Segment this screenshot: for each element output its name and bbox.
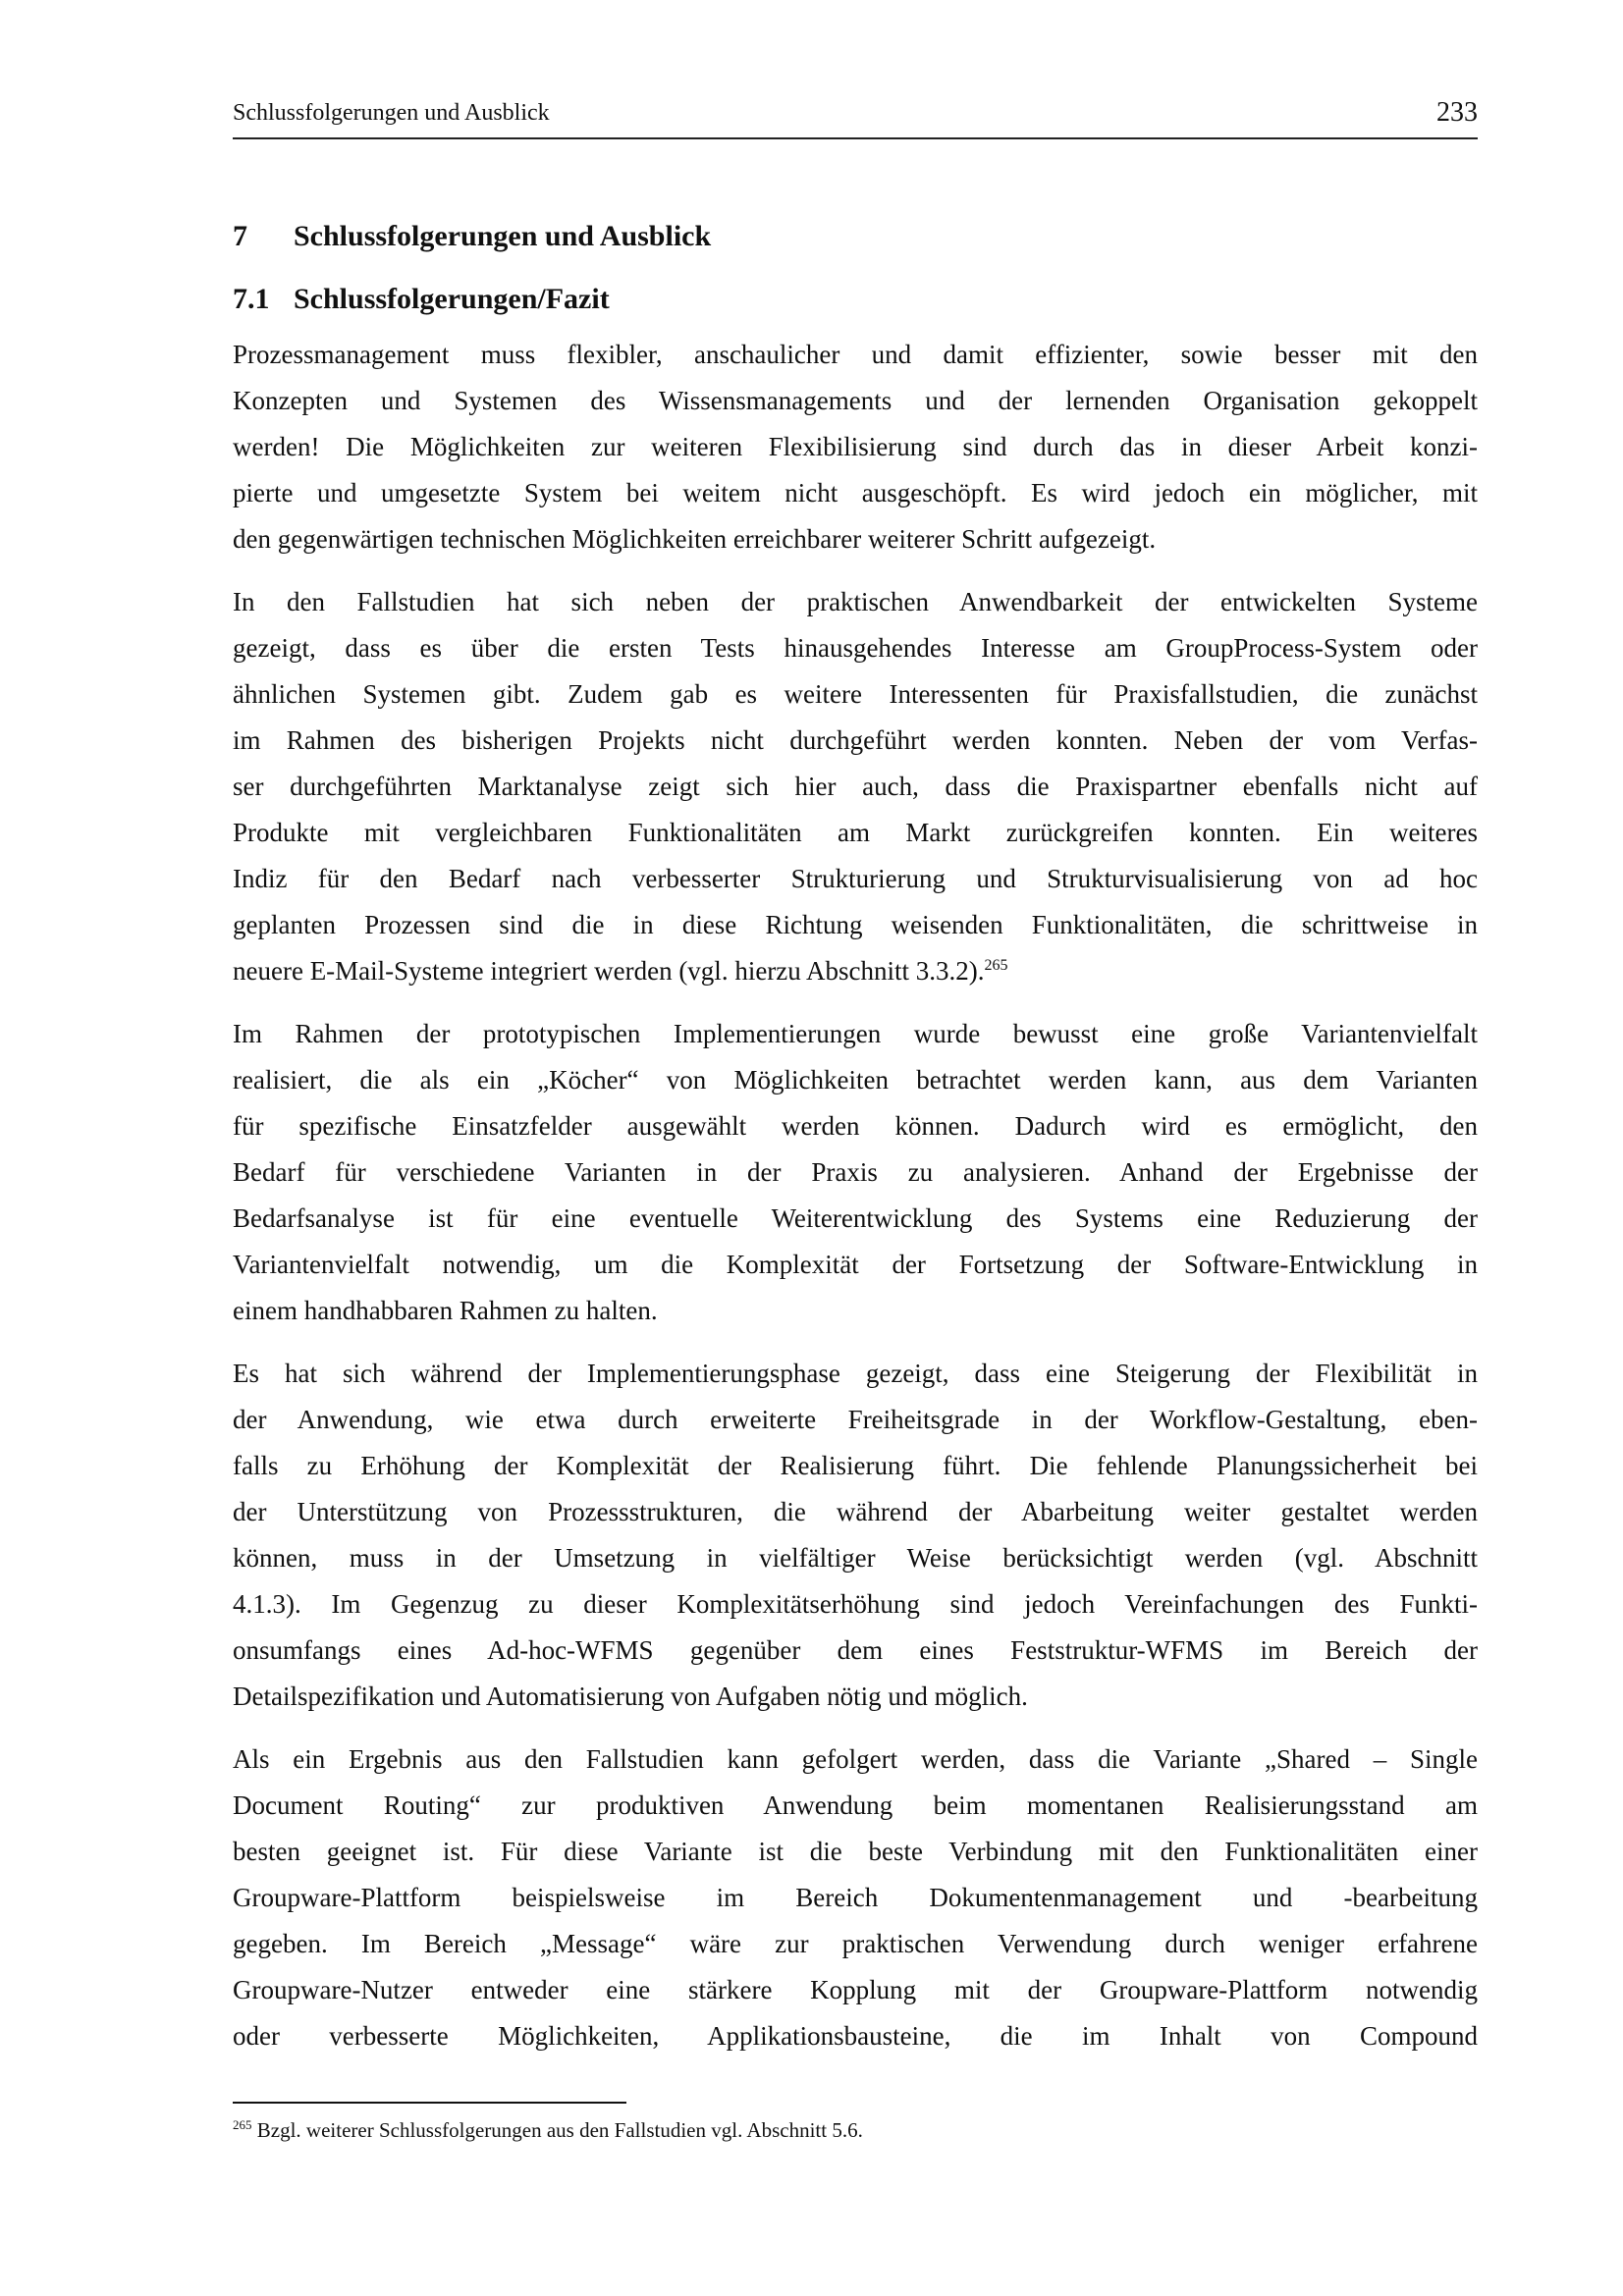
- line-text: Im Rahmen der prototypischen Implementierungen wurde bewusst eine große Variantenvielfalt: [233, 1019, 1478, 1048]
- text-line: [233, 1057, 1478, 1103]
- running-title: Schlussfolgerungen und Ausblick: [233, 100, 550, 126]
- line-text: den gegenwärtigen technischen Möglichkeiten erreichbarer weiterer Schritt aufgezeigt.: [233, 524, 1157, 554]
- text-line: [233, 1397, 1478, 1443]
- text-line: [233, 332, 1478, 378]
- text-line: [233, 1736, 1478, 1783]
- text-line: [233, 1535, 1478, 1581]
- line-text: neuere E-Mail-Systeme integriert werden (vgl. hierzu Abschnitt 3.3.2).: [233, 956, 985, 986]
- header-rule: [233, 137, 1478, 139]
- footnote: [233, 2118, 863, 2143]
- paragraph: [233, 1736, 1478, 2059]
- line-text: Indiz für den Bedarf nach verbesserter Strukturierung und Strukturvisualisierung von ad hoc: [233, 864, 1478, 893]
- line-text: können, muss in der Umsetzung in vielfältiger Weise berücksichtigt werden (vgl. Abschnitt: [233, 1543, 1478, 1573]
- line-text: onsumfangs eines Ad-hoc-WFMS gegenüber dem eines Feststruktur-WFMS im Bereich der: [233, 1635, 1478, 1665]
- paragraph: [233, 1011, 1478, 1334]
- line-text: gezeigt, dass es über die ersten Tests hinausgehendes Interesse am GroupProcess-System oder: [233, 633, 1478, 663]
- chapter-number: 7: [233, 220, 247, 252]
- line-text: Konzepten und Systemen des Wissensmanagements und der lernenden Organisation gekoppelt: [233, 386, 1478, 415]
- text-line: [233, 718, 1478, 764]
- line-text: oder verbesserte Möglichkeiten, Applikationsbausteine, die im Inhalt von Compound: [233, 2021, 1478, 2051]
- line-text: der Anwendung, wie etwa durch erweiterte Freiheitsgrade in der Workflow-Gestaltung, eben-: [233, 1405, 1478, 1434]
- text-line: [233, 1921, 1478, 1967]
- page-number: 233: [1436, 97, 1478, 128]
- line-text: ähnlichen Systemen gibt. Zudem gab es weitere Interessenten für Praxisfallstudien, die zunächst: [233, 679, 1478, 709]
- paragraph: [233, 579, 1478, 994]
- text-line: [233, 1443, 1478, 1489]
- line-text: gegeben. Im Bereich „Message“ wäre zur praktischen Verwendung durch weniger erfahrene: [233, 1929, 1478, 1958]
- text-line: [233, 579, 1478, 625]
- text-line: [233, 1967, 1478, 2013]
- line-text: für spezifische Einsatzfelder ausgewählt werden können. Dadurch wird es ermöglicht, den: [233, 1111, 1478, 1141]
- text-line: [233, 1011, 1478, 1057]
- text-line: [233, 1196, 1478, 1242]
- chapter-title: Schlussfolgerungen und Ausblick: [294, 220, 712, 252]
- line-text: Produkte mit vergleichbaren Funktionalitäten am Markt zurückgreifen konnten. Ein weiteres: [233, 818, 1478, 847]
- line-text: Groupware-Plattform beispielsweise im Bereich Dokumentenmanagement und -bearbeitung: [233, 1883, 1478, 1912]
- text-line: [233, 1149, 1478, 1196]
- line-text: falls zu Erhöhung der Komplexität der Realisierung führt. Die fehlende Planungssicherheit bei: [233, 1451, 1478, 1480]
- footnote-separator: [233, 2102, 626, 2104]
- text-line: [233, 671, 1478, 718]
- text-line: [233, 856, 1478, 902]
- text-line: [233, 1875, 1478, 1921]
- line-text: Groupware-Nutzer entweder eine stärkere Kopplung mit der Groupware-Plattform notwendig: [233, 1975, 1478, 2004]
- line-text: In den Fallstudien hat sich neben der praktischen Anwendbarkeit der entwickelten Systeme: [233, 587, 1478, 616]
- line-text: Es hat sich während der Implementierungsphase gezeigt, dass eine Steigerung der Flexibilität in: [233, 1359, 1478, 1388]
- line-text: Prozessmanagement muss flexibler, anschaulicher und damit effizienter, sowie besser mit den: [233, 340, 1478, 369]
- text-line: [233, 1103, 1478, 1149]
- text-line: [233, 424, 1478, 470]
- line-text: werden! Die Möglichkeiten zur weiteren Flexibilisierung sind durch das in dieser Arbeit konzi-: [233, 432, 1478, 461]
- text-line: [233, 1242, 1478, 1288]
- section-number: 7.1: [233, 283, 270, 315]
- line-text: im Rahmen des bisherigen Projekts nicht durchgeführt werden konnten. Neben der vom Verfas-: [233, 725, 1478, 755]
- paragraph: [233, 1351, 1478, 1720]
- line-text: Detailspezifikation und Automatisierung von Aufgaben nötig und möglich.: [233, 1682, 1028, 1711]
- paragraph: [233, 332, 1478, 562]
- text-line: [233, 2013, 1478, 2059]
- line-text: realisiert, die als ein „Köcher“ von Möglichkeiten betrachtet werden kann, aus dem Varianten: [233, 1065, 1478, 1095]
- text-line: [233, 1674, 1478, 1720]
- text-line: [233, 1288, 1478, 1334]
- line-text: pierte und umgesetzte System bei weitem nicht ausgeschöpft. Es wird jedoch ein möglicher, mit: [233, 478, 1478, 507]
- footnote-text: Bzgl. weiterer Schlussfolgerungen aus den Fallstudien vgl. Abschnitt 5.6.: [256, 2118, 863, 2142]
- text-line: [233, 1829, 1478, 1875]
- text-line: [233, 1351, 1478, 1397]
- body-text: [233, 332, 1478, 2076]
- text-line: [233, 948, 1478, 994]
- line-text: 4.1.3). Im Gegenzug zu dieser Komplexitätserhöhung sind jedoch Vereinfachungen des Funkti-: [233, 1589, 1478, 1619]
- text-line: [233, 1489, 1478, 1535]
- text-line: [233, 764, 1478, 810]
- line-text: der Unterstützung von Prozessstrukturen, die während der Abarbeitung weiter gestaltet werden: [233, 1497, 1478, 1526]
- text-line: [233, 516, 1478, 562]
- line-text: Als ein Ergebnis aus den Fallstudien kann gefolgert werden, dass die Variante „Shared – Single: [233, 1744, 1478, 1774]
- text-line: [233, 625, 1478, 671]
- line-text: Document Routing“ zur produktiven Anwendung beim momentanen Realisierungsstand am: [233, 1790, 1478, 1820]
- text-line: [233, 810, 1478, 856]
- line-text: Variantenvielfalt notwendig, um die Komplexität der Fortsetzung der Software-Entwicklung in: [233, 1250, 1478, 1279]
- text-line: [233, 1628, 1478, 1674]
- line-text: besten geeignet ist. Für diese Variante ist die beste Verbindung mit den Funktionalitäten einer: [233, 1837, 1478, 1866]
- text-line: [233, 902, 1478, 948]
- section-heading: [233, 283, 610, 316]
- line-text: Bedarf für verschiedene Varianten in der Praxis zu analysieren. Anhand der Ergebnisse der: [233, 1157, 1478, 1187]
- line-text: Bedarfsanalyse ist für eine eventuelle Weiterentwicklung des Systems eine Reduzierung der: [233, 1203, 1478, 1233]
- line-text: geplanten Prozessen sind die in diese Richtung weisenden Funktionalitäten, die schrittweise in: [233, 910, 1478, 939]
- line-text: ser durchgeführten Marktanalyse zeigt sich hier auch, dass die Praxispartner ebenfalls nicht auf: [233, 772, 1478, 801]
- footnote-reference[interactable]: 265: [984, 957, 1008, 974]
- text-line: [233, 1783, 1478, 1829]
- text-line: [233, 470, 1478, 516]
- text-line: [233, 1581, 1478, 1628]
- footnote-number: 265: [233, 2117, 252, 2132]
- text-line: [233, 378, 1478, 424]
- line-text: einem handhabbaren Rahmen zu halten.: [233, 1296, 658, 1325]
- running-header: [233, 97, 1478, 128]
- chapter-heading: [233, 220, 711, 253]
- section-title: Schlussfolgerungen/Fazit: [294, 283, 610, 315]
